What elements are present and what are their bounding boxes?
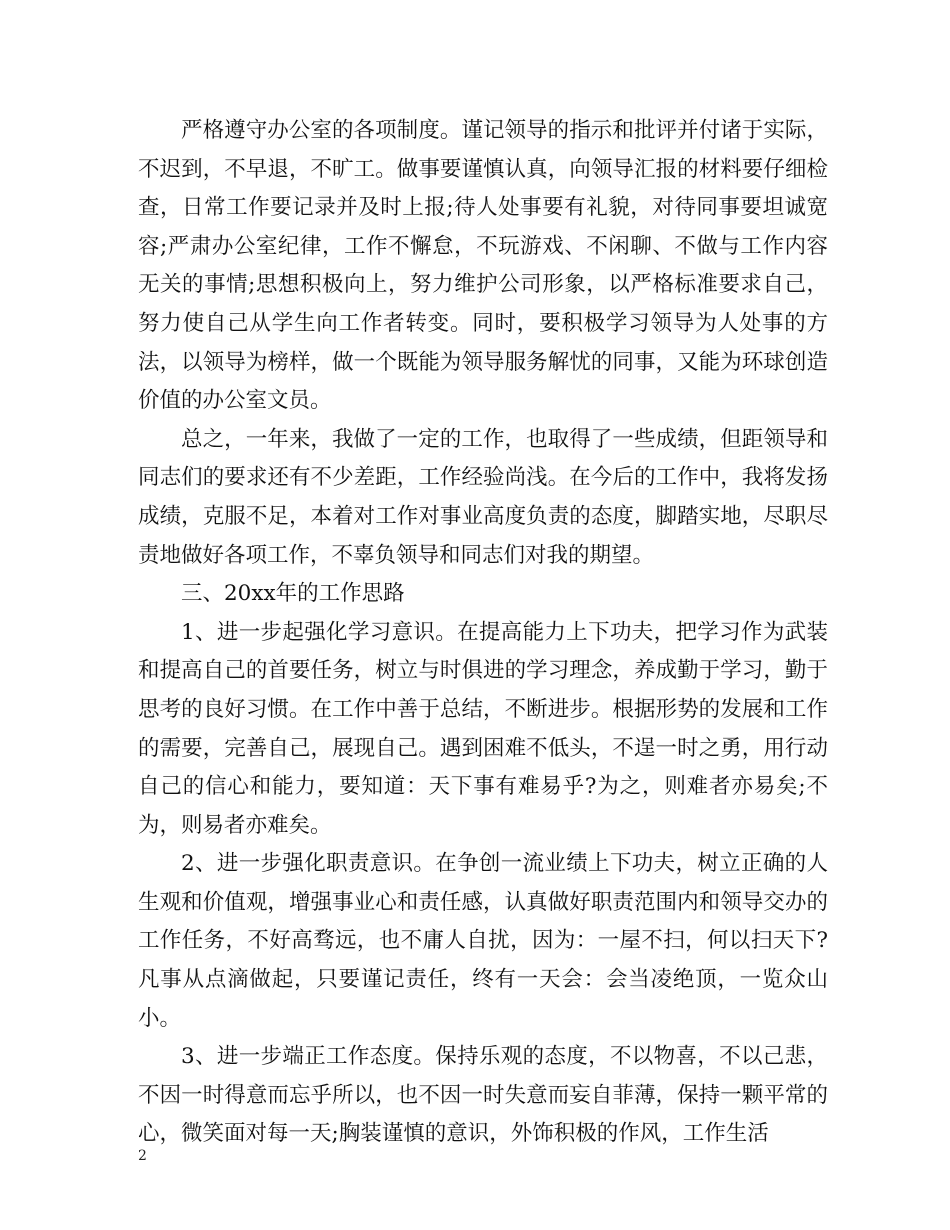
paragraph-plan-item-2: 2、进一步强化职责意识。在争创一流业绩上下功夫，树立正确的人生观和价值观，增强事业心和责任感，认真做好职责范围内和领导交办的工作任务，不好高骛远，也不庸人自扰，因为：一屋不扫，何以扫天下?凡事从点滴做起，只要谨记责任，终有一天会：会当凌绝顶，一览众山小。 bbox=[138, 851, 828, 1031]
section-heading-work-plan: 三、20xx年的工作思路 bbox=[181, 581, 405, 607]
document-body bbox=[138, 112, 828, 1154]
paragraph-summary: 总之，一年来，我做了一定的工作，也取得了一些成绩，但距领导和同志们的要求还有不少差距，工作经验尚浅。在今后的工作中，我将发扬成绩，克服不足，本着对工作对事业高度负责的态度，脚踏实地，尽职尽责地做好各项工作，不辜负领导和同志们对我的期望。 bbox=[138, 426, 828, 568]
page-number: 2 bbox=[138, 1148, 147, 1164]
paragraph-plan-item-3: 3、进一步端正工作态度。保持乐观的态度，不以物喜，不以己悲，不因一时得意而忘乎所以，也不因一时失意而妄自菲薄，保持一颗平常的心，微笑面对每一天;胸装谨慎的意识，外饰积极的作风，工作生活 bbox=[138, 1044, 828, 1147]
paragraph-office-rules: 严格遵守办公室的各项制度。谨记领导的指示和批评并付诸于实际，不迟到，不早退，不旷工。做事要谨慎认真，向领导汇报的材料要仔细检查，日常工作要记录并及时上报;待人处事要有礼貌，对待同事要坦诚宽容;严肃办公室纪律，工作不懈怠，不玩游戏、不闲聊、不做与工作内容无关的事情;思想积极向上，努力维护公司形象，以严格标准要求自己，努力使自己从学生向工作者转变。同时，要积极学习领导为人处事的方法，以领导为榜样，做一个既能为领导服务解忧的同事，又能为环球创造价值的办公室文员。 bbox=[138, 118, 828, 414]
paragraph-plan-item-1: 1、进一步起强化学习意识。在提高能力上下功夫，把学习作为武装和提高自己的首要任务，树立与时俱进的学习理念，养成勤于学习，勤于思考的良好习惯。在工作中善于总结，不断进步。根据形势的发展和工作的需要，完善自己，展现自己。遇到困难不低头，不逞一时之勇，用行动自己的信心和能力，要知道：天下事有难易乎?为之，则难者亦易矣;不为，则易者亦难矣。 bbox=[138, 619, 828, 838]
